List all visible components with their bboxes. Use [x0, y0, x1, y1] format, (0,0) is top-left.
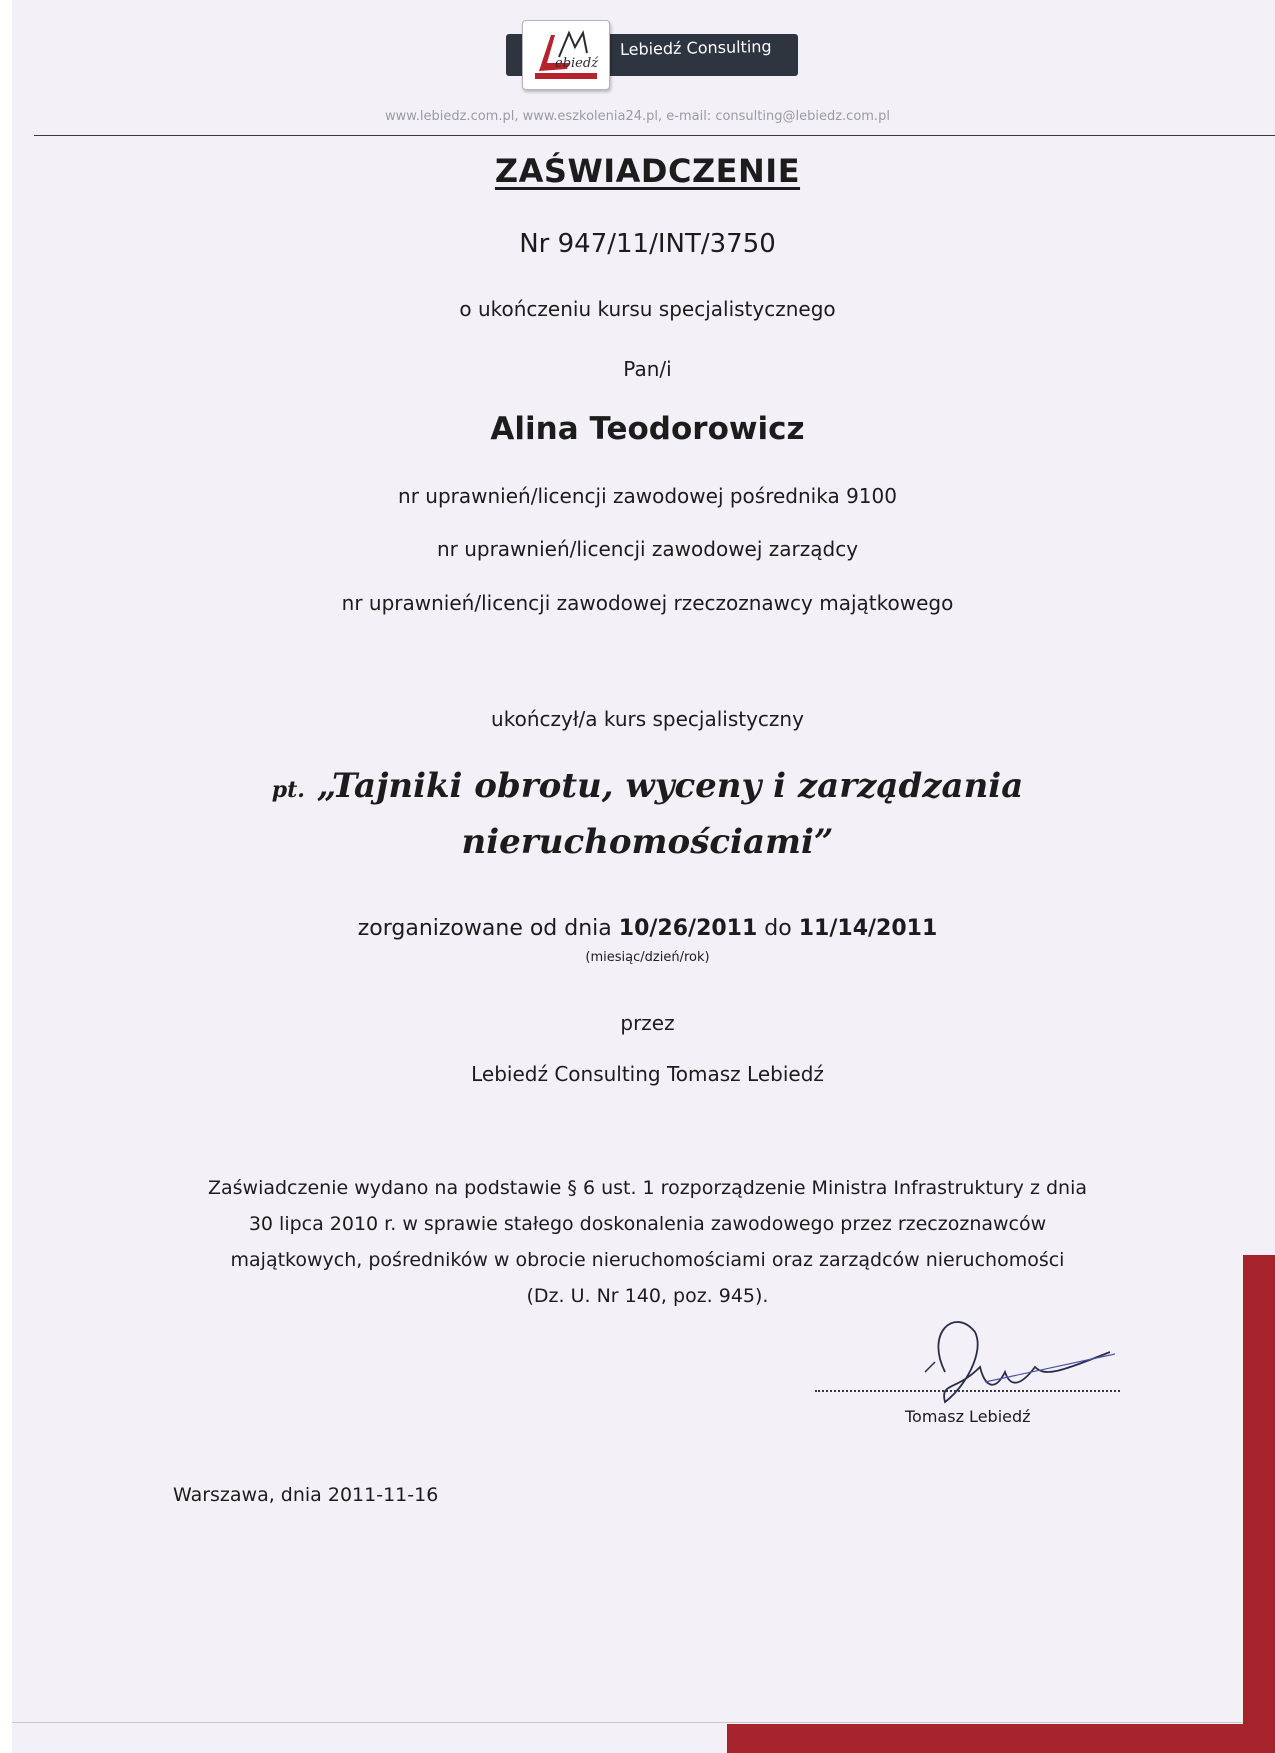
legal-basis-line: (Dz. U. Nr 140, poz. 945).	[526, 1285, 769, 1307]
signature-line	[815, 1390, 1120, 1392]
completed-text: ukończył/a kurs specjalistyczny	[491, 707, 804, 731]
header-divider	[34, 135, 1275, 136]
red-corner-stripe	[1243, 1255, 1275, 1753]
end-date: 11/14/2011	[798, 916, 938, 941]
course-prefix: pt.	[271, 777, 305, 803]
contact-line: www.lebiedz.com.pl, www.eszkolenia24.pl, e-mail: consulting@lebiedz.com.pl	[385, 109, 890, 124]
license-line-appraiser: nr uprawnień/licencji zawodowej rzeczoznawcy majątkowego	[341, 591, 954, 615]
dates-label: zorganizowane od dnia	[357, 916, 612, 941]
legal-basis	[160, 1170, 1135, 1314]
start-date: 10/26/2011	[618, 916, 758, 941]
legal-basis-line: 30 lipca 2010 r. w sprawie stałego doskonalenia zawodowego przez rzeczoznawców	[248, 1213, 1047, 1235]
red-bottom-stripe	[727, 1724, 1275, 1753]
dates-to-label: do	[764, 916, 792, 941]
signatory-name: Tomasz Lebiedź	[905, 1407, 1031, 1426]
page-edge	[12, 1722, 1243, 1723]
organizer-name: Lebiedź Consulting Tomasz Lebiedź	[471, 1062, 824, 1086]
license-line-broker: nr uprawnień/licencji zawodowej pośrednika 9100	[398, 484, 897, 508]
document-title: ZAŚWIADCZENIE	[494, 152, 801, 190]
license-line-manager: nr uprawnień/licencji zawodowej zarządcy	[436, 537, 859, 561]
certificate-number: Nr 947/11/INT/3750	[519, 229, 776, 259]
recipient-name: Alina Teodorowicz	[490, 411, 805, 447]
date-format-caption: (miesiąc/dzień/rok)	[585, 950, 710, 965]
course-title-line1: „Tajniki obrotu, wyceny i zarządzania	[316, 766, 1024, 806]
legal-basis-line: Zaświadczenie wydano na podstawie § 6 ust. 1 rozporządzenie Ministra Infrastruktury z dnia	[207, 1177, 1088, 1199]
course-title	[0, 760, 1275, 868]
place-and-date: Warszawa, dnia 2011-11-16	[173, 1484, 439, 1506]
certificate-subtitle: o ukończeniu kursu specjalistycznego	[459, 297, 836, 321]
svg-text:ebiedź: ebiedź	[555, 56, 599, 71]
course-dates	[0, 916, 1275, 941]
legal-basis-line: majątkowych, pośredników w obrocie nieruchomościami oraz zarządców nieruchomości	[230, 1249, 1065, 1271]
company-logo	[522, 20, 610, 90]
course-title-line2: nieruchomościami”	[461, 822, 834, 862]
salutation: Pan/i	[623, 357, 672, 381]
by-label: przez	[620, 1011, 675, 1035]
brand-name: Lebiedź Consulting	[619, 36, 772, 59]
handwritten-signature	[885, 1312, 1125, 1422]
